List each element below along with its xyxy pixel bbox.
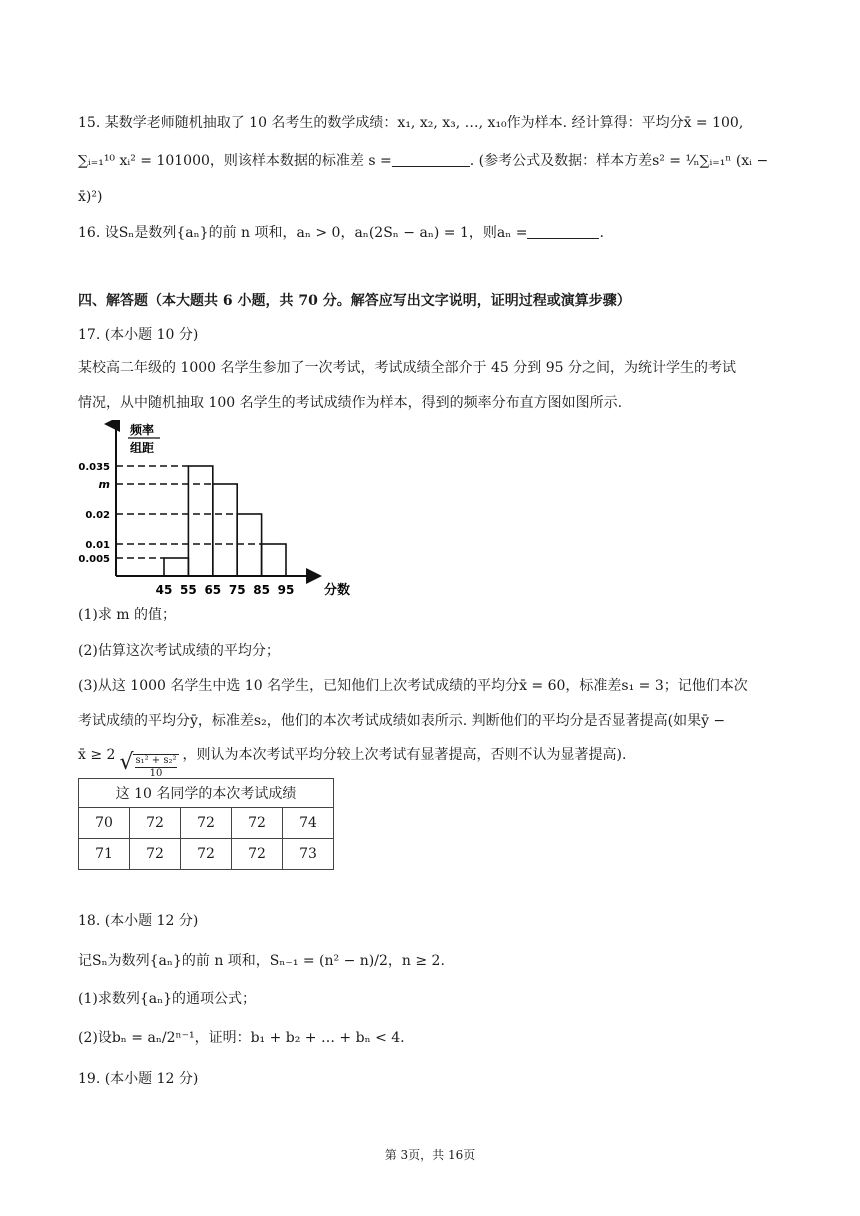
q17-part3-line3 — [78, 744, 790, 780]
q17-header: 17. (本小题 10 分) — [78, 327, 199, 343]
q16-answer-blank — [527, 224, 599, 239]
q15-answer-blank — [392, 152, 470, 167]
section-heading: 四、解答题（本大题共 6 小题，共 70 分。解答应写出文字说明，证明过程或演算步骤） — [78, 293, 631, 309]
x-tick-label: 75 — [228, 583, 246, 597]
sqrt-numerator: s₁² + s₂² — [135, 755, 177, 766]
x-tick-label: 65 — [204, 583, 222, 597]
table-cell: 70 — [79, 808, 130, 839]
table-cell: 72 — [232, 839, 283, 870]
x-tick-label: 55 — [180, 583, 197, 597]
table-row — [79, 839, 334, 870]
x-tick-label: 95 — [277, 583, 295, 597]
histogram-bar — [237, 514, 261, 576]
q17-stem-line1: 某校高二年级的 1000 名学生参加了一次考试，考试成绩全部介于 45 分到 95 分之间，为统计学生的考试 — [78, 360, 736, 376]
q16-line — [78, 222, 790, 244]
q17-part3-line1: (3)从这 1000 名学生中选 10 名学生，已知他们上次考试成绩的平均分x̄ = 60，标准差s₁ = 3；记他们本次 — [78, 678, 748, 694]
q15-line2-post: . (参考公式及数据：样本方差s² = ¹⁄ₙ∑ᵢ₌₁ⁿ (xᵢ − — [469, 153, 769, 169]
table-cell: 72 — [130, 808, 181, 839]
y-tick-label: 0.01 — [85, 540, 110, 551]
table-cell: 74 — [283, 808, 334, 839]
q18-stem: 记Sₙ为数列{aₙ}的前 n 项和，Sₙ₋₁ = (n² − n)/2，n ≥ 2. — [78, 953, 445, 969]
q17-part3-line3-post: ，则认为本次考试平均分较上次考试有显著提高，否则不认为显著提高). — [182, 747, 627, 763]
table-cell: 71 — [79, 839, 130, 870]
score-table — [78, 778, 334, 870]
histogram-bar — [262, 544, 286, 576]
q17-stem-line2: 情况，从中随机抽取 100 名学生的考试成绩作为样本，得到的频率分布直方图如图所示. — [78, 395, 623, 411]
sqrt-symbol: √ — [119, 750, 134, 775]
q15-line2 — [78, 150, 790, 172]
y-label-top: 频率 — [130, 423, 155, 437]
x-tick-label: 85 — [253, 583, 270, 597]
x-tick-label: 45 — [155, 583, 173, 597]
y-tick-label: m — [98, 478, 110, 491]
page-footer: 第 3页，共 16页 — [384, 1148, 476, 1162]
q15-line1: 15. 某数学老师随机抽取了 10 名考生的数学成绩：x₁, x₂, x₃, …, x₁₀作为样本. 经计算得：平均分x̄ = 100, — [78, 115, 744, 131]
table-cell: 72 — [181, 839, 232, 870]
table-cell: 73 — [283, 839, 334, 870]
sqrt-fraction — [133, 754, 178, 780]
table-cell: 72 — [181, 808, 232, 839]
histogram-bar — [164, 558, 188, 576]
q18-header: 18. (本小题 12 分) — [78, 913, 199, 929]
frequency-histogram — [78, 420, 368, 605]
q19-header: 19. (本小题 12 分) — [78, 1071, 199, 1087]
q16-pre: 16. 设Sₙ是数列{aₙ}的前 n 项和，aₙ > 0，aₙ(2Sₙ − aₙ) = 1，则aₙ = — [78, 225, 528, 241]
histogram-marks — [78, 462, 294, 597]
table-row — [79, 808, 334, 839]
y-tick-label: 0.02 — [85, 510, 110, 521]
y-tick-label: 0.005 — [78, 554, 110, 565]
sqrt-expression — [119, 752, 178, 780]
y-label-bottom: 组距 — [130, 441, 155, 455]
score-table-title: 这 10 名同学的本次考试成绩 — [79, 779, 334, 808]
q16-post: . — [599, 225, 604, 241]
table-cell: 72 — [130, 839, 181, 870]
q18-part1: (1)求数列{aₙ}的通项公式； — [78, 991, 257, 1007]
sqrt-denominator: 10 — [149, 768, 163, 779]
q15-line3: x̄)²) — [78, 189, 103, 205]
q18-part2: (2)设bₙ = aₙ/2ⁿ⁻¹，证明：b₁ + b₂ + … + bₙ < 4. — [78, 1030, 405, 1046]
q17-part1: (1)求 m 的值； — [78, 607, 177, 623]
x-axis-label: 分数 — [324, 583, 351, 598]
table-cell: 72 — [232, 808, 283, 839]
histogram-bar — [213, 484, 237, 576]
q17-part3-ineq: x̄ ≥ 2 — [78, 747, 116, 763]
histogram-bar — [188, 466, 212, 576]
q17-part2: (2)估算这次考试成绩的平均分； — [78, 643, 280, 659]
q17-part3-line2: 考试成绩的平均分ȳ，标准差s₂，他们的本次考试成绩如表所示. 判断他们的平均分是否显著提高(如果ȳ − — [78, 713, 726, 729]
q15-line2-pre: ∑ᵢ₌₁¹⁰ xᵢ² = 101000，则该样本数据的标准差 s = — [78, 153, 392, 169]
y-tick-label: 0.035 — [78, 462, 110, 473]
